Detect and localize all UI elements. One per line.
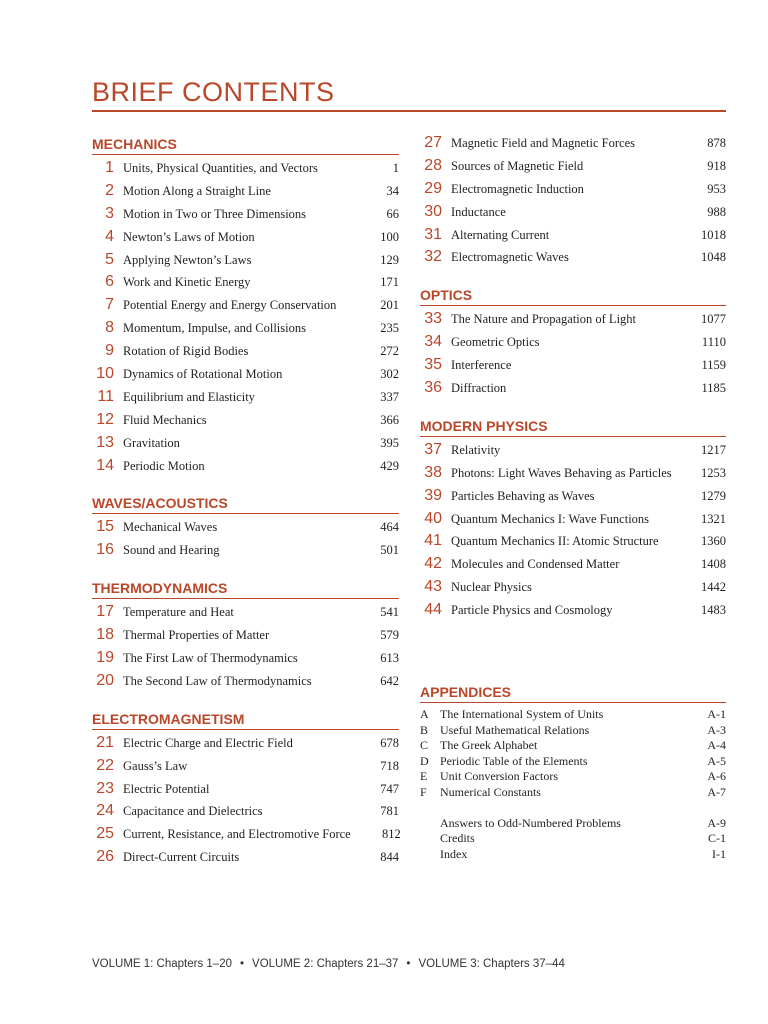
chapter-row (420, 180, 726, 203)
chapter-title: Magnetic Field and Magnetic Forces (451, 136, 635, 150)
appendix-page: A-3 (707, 722, 726, 737)
chapter-page: 100 (380, 229, 399, 244)
volume-1-label: VOLUME 1: Chapters 1–20 (92, 958, 232, 970)
chapter-number: 26 (96, 848, 114, 866)
chapter-row (92, 802, 399, 825)
chapter-page: 337 (380, 389, 399, 404)
chapter-page: 812 (381, 827, 401, 842)
chapter-page: 988 (707, 204, 726, 219)
appendix-title: Useful Mathematical Relations (440, 722, 590, 737)
chapter-number: 37 (424, 440, 442, 458)
chapter-number: 32 (424, 248, 442, 266)
chapter-page: 844 (380, 850, 399, 865)
chapter-title: Nuclear Physics (451, 580, 532, 595)
chapter-page: 302 (380, 367, 399, 382)
chapter-number: 10 (96, 365, 114, 383)
appendix-row (420, 738, 726, 754)
chapter-row (420, 333, 726, 356)
chapter-row (420, 510, 726, 533)
chapter-page: 129 (380, 252, 399, 267)
appendix-letter: B (420, 722, 429, 737)
chapter-title: Motion in Two or Three Dimensions (123, 206, 307, 221)
chapter-number: 15 (96, 518, 114, 536)
right-column (420, 134, 726, 862)
section-heading: OPTICS (420, 285, 726, 306)
chapter-page: 918 (707, 158, 726, 173)
chapter-page: 541 (380, 605, 399, 620)
chapter-row (92, 159, 399, 182)
chapter-page: 1077 (701, 312, 726, 327)
chapter-number: 38 (424, 463, 442, 481)
chapter-number: 40 (424, 509, 442, 527)
chapter-title: The Nature and Propagation of Light (451, 312, 637, 327)
back-matter-page: I-1 (712, 846, 726, 861)
chapter-title: Units, Physical Quantities, and Vectors (123, 161, 318, 175)
chapter-row (92, 296, 399, 319)
chapter-page: 1442 (701, 580, 726, 595)
chapter-title: Diffraction (451, 381, 507, 396)
chapter-title: Fluid Mechanics (123, 412, 207, 427)
appendix-page: A-6 (707, 769, 726, 784)
chapter-page: 1408 (701, 557, 726, 572)
chapter-title: The Second Law of Thermodynamics (123, 673, 312, 688)
chapter-title: Direct-Current Circuits (123, 850, 240, 865)
chapter-number: 25 (96, 825, 114, 843)
chapter-number: 34 (424, 333, 442, 351)
chapter-row (92, 518, 399, 541)
chapter-row (420, 555, 726, 578)
footer-separator: • (240, 958, 245, 970)
chapter-page: 395 (380, 435, 399, 450)
appendix-title: Unit Conversion Factors (440, 769, 558, 784)
section-heading: ELECTROMAGNETISM (92, 709, 399, 730)
chapter-row (420, 441, 726, 464)
volume-footer (92, 958, 565, 970)
appendix-letter: A (420, 707, 429, 722)
appendix-row (420, 707, 726, 723)
chapter-title: Relativity (451, 442, 501, 457)
chapter-row (420, 532, 726, 555)
chapter-page: 429 (380, 458, 399, 473)
chapter-page: 66 (386, 206, 399, 221)
appendix-letter: F (420, 785, 427, 799)
chapter-title: Temperature and Heat (123, 605, 234, 620)
chapter-title: Electric Charge and Electric Field (123, 735, 293, 750)
chapter-number: 24 (96, 802, 114, 820)
chapter-row (92, 734, 399, 757)
chapter-page: 678 (380, 735, 399, 750)
section-optics (420, 285, 726, 402)
section-appendices (420, 682, 726, 862)
chapter-number: 17 (96, 603, 114, 621)
chapter-number: 18 (96, 626, 114, 644)
appendix-title: Periodic Table of the Elements (440, 753, 588, 768)
left-column (92, 134, 399, 871)
chapter-title: Periodic Motion (123, 458, 205, 473)
chapter-row (420, 157, 726, 180)
chapter-number: 31 (424, 225, 442, 243)
appendix-row (420, 785, 726, 801)
chapter-title: Particles Behaving as Waves (451, 488, 595, 503)
chapter-row (420, 487, 726, 510)
chapter-number: 30 (424, 202, 442, 220)
chapter-page: 1110 (701, 335, 726, 350)
chapter-page: 1253 (701, 465, 726, 480)
chapter-title: Electromagnetic Induction (451, 181, 584, 196)
chapter-number: 3 (105, 204, 114, 222)
chapter-number: 4 (105, 227, 114, 245)
back-matter-row (420, 831, 726, 847)
volume-2-label: VOLUME 2: Chapters 21–37 (252, 958, 399, 970)
section-thermodynamics (92, 578, 399, 695)
chapter-title: Quantum Mechanics I: Wave Functions (451, 511, 650, 526)
chapter-number: 23 (96, 779, 114, 797)
chapter-number: 19 (96, 649, 114, 667)
chapter-page: 1048 (701, 250, 726, 265)
chapter-title: Work and Kinetic Energy (123, 275, 251, 290)
chapter-row (92, 649, 399, 672)
chapter-title: Thermal Properties of Matter (123, 628, 270, 643)
chapter-row (420, 203, 726, 226)
chapter-page: 878 (707, 136, 726, 150)
chapter-row (420, 601, 726, 624)
chapter-row (420, 379, 726, 402)
appendix-title: Numerical Constants (440, 785, 541, 799)
chapter-title: Particle Physics and Cosmology (451, 603, 613, 618)
appendix-title: The Greek Alphabet (440, 738, 538, 753)
chapter-title: Gauss’s Law (123, 758, 188, 773)
section-heading: MECHANICS (92, 134, 399, 155)
section-heading: WAVES/ACOUSTICS (92, 493, 399, 514)
chapter-number: 1 (105, 159, 114, 176)
chapter-row (92, 342, 399, 365)
back-matter-title: Index (440, 846, 468, 861)
chapter-row (92, 365, 399, 388)
back-matter-title: Credits (440, 831, 475, 846)
chapter-row (92, 273, 399, 296)
chapter-title: Geometric Optics (451, 335, 540, 350)
chapter-page: 171 (380, 275, 399, 290)
chapter-row (92, 434, 399, 457)
chapter-row (92, 319, 399, 342)
volume-3-label: VOLUME 3: Chapters 37–44 (418, 958, 565, 970)
chapter-number: 28 (424, 156, 442, 174)
chapter-page: 1321 (701, 511, 726, 526)
chapter-row (92, 541, 399, 564)
chapter-title: Momentum, Impulse, and Collisions (123, 321, 306, 336)
chapter-page: 747 (380, 781, 399, 796)
back-matter-row (420, 847, 726, 863)
chapter-number: 27 (424, 134, 442, 151)
chapter-title: Molecules and Condensed Matter (451, 557, 620, 572)
chapter-number: 7 (105, 296, 114, 314)
appendix-letter: C (420, 738, 429, 753)
chapter-page: 1185 (701, 381, 726, 396)
chapter-page: 1159 (701, 358, 726, 373)
chapter-row (92, 411, 399, 434)
chapter-page: 953 (707, 181, 726, 196)
chapter-title: Rotation of Rigid Bodies (123, 344, 249, 359)
chapter-number: 2 (105, 181, 114, 199)
chapter-row (92, 603, 399, 626)
chapter-page: 501 (380, 543, 399, 558)
footer-separator: • (406, 958, 411, 970)
chapter-title: The First Law of Thermodynamics (123, 651, 298, 666)
chapter-number: 42 (424, 555, 442, 573)
chapter-number: 8 (105, 319, 114, 337)
chapter-row (420, 356, 726, 379)
chapter-title: Gravitation (123, 435, 180, 450)
chapter-title: Quantum Mechanics II: Atomic Structure (451, 534, 659, 549)
chapter-number: 22 (96, 756, 114, 774)
section-electromagnetism-continued (420, 134, 726, 271)
chapter-row (420, 578, 726, 601)
chapter-row (92, 672, 399, 695)
section-electromagnetism (92, 709, 399, 871)
chapter-number: 39 (424, 486, 442, 504)
chapter-number: 36 (424, 379, 442, 397)
back-matter-page: C-1 (708, 831, 726, 846)
appendix-row (420, 723, 726, 739)
chapter-page: 1 (392, 161, 399, 175)
chapter-number: 35 (424, 356, 442, 374)
chapter-title: Alternating Current (451, 227, 550, 242)
chapter-title: Dynamics of Rotational Motion (123, 367, 283, 382)
appendix-letter: E (420, 769, 428, 784)
section-modern-physics (420, 416, 726, 624)
chapter-page: 366 (380, 412, 399, 427)
back-matter-page: A-9 (707, 815, 726, 830)
chapter-number: 5 (105, 250, 114, 268)
section-waves-acoustics (92, 493, 399, 564)
chapter-title: Mechanical Waves (123, 520, 218, 535)
section-heading: APPENDICES (420, 682, 726, 703)
appendix-page: A-5 (707, 753, 726, 768)
chapter-row (92, 757, 399, 780)
chapter-number: 41 (424, 532, 442, 550)
back-matter-row (420, 816, 726, 832)
appendix-row (420, 769, 726, 785)
chapter-row (420, 226, 726, 249)
chapter-page: 781 (380, 804, 399, 819)
chapter-page: 613 (380, 651, 399, 666)
chapter-page: 34 (386, 183, 399, 198)
chapter-page: 1483 (701, 603, 726, 618)
chapter-page: 718 (380, 758, 399, 773)
chapter-page: 1217 (701, 442, 726, 457)
chapter-page: 272 (380, 344, 399, 359)
chapter-number: 6 (105, 273, 114, 291)
appendix-page: A-7 (707, 785, 726, 799)
chapter-row (92, 182, 399, 205)
chapter-page: 1360 (701, 534, 726, 549)
appendix-spacer (420, 801, 726, 816)
chapter-row (420, 134, 726, 157)
chapter-number: 44 (424, 601, 442, 619)
page-title: BRIEF CONTENTS (92, 76, 726, 112)
section-heading: MODERN PHYSICS (420, 416, 726, 437)
chapter-title: Motion Along a Straight Line (123, 183, 271, 198)
chapter-title: Potential Energy and Energy Conservation (123, 298, 337, 313)
chapter-row (92, 388, 399, 411)
chapter-row (92, 848, 399, 871)
chapter-title: Photons: Light Waves Behaving as Particles (451, 465, 672, 480)
chapter-row (92, 780, 399, 803)
chapter-page: 1279 (701, 488, 726, 503)
chapter-row (92, 205, 399, 228)
appendix-title: The International System of Units (440, 707, 604, 722)
chapter-page: 464 (380, 520, 399, 535)
chapter-row (420, 464, 726, 487)
chapter-row (92, 626, 399, 649)
chapter-row (92, 457, 399, 480)
chapter-number: 13 (96, 433, 114, 451)
chapter-number: 29 (424, 179, 442, 197)
chapter-title: Sources of Magnetic Field (451, 158, 584, 173)
chapter-title: Equilibrium and Elasticity (123, 389, 255, 404)
chapter-title: Interference (451, 358, 512, 373)
chapter-title: Inductance (451, 204, 506, 219)
chapter-number: 33 (424, 310, 442, 328)
chapter-number: 43 (424, 578, 442, 596)
chapter-number: 9 (105, 342, 114, 360)
chapter-number: 21 (96, 733, 114, 751)
chapter-number: 11 (97, 387, 114, 405)
chapter-row (92, 825, 399, 848)
chapter-page: 1018 (701, 227, 726, 242)
chapter-row (92, 251, 399, 274)
chapter-number: 16 (96, 541, 114, 559)
chapter-number: 14 (96, 456, 114, 474)
chapter-row (420, 248, 726, 271)
chapter-page: 235 (380, 321, 399, 336)
chapter-number: 20 (96, 671, 114, 689)
appendix-page: A-1 (707, 707, 726, 722)
section-mechanics (92, 134, 399, 479)
appendix-letter: D (420, 753, 429, 768)
chapter-title: Applying Newton’s Laws (123, 252, 252, 267)
appendix-row (420, 754, 726, 770)
chapter-row (92, 228, 399, 251)
chapter-row (420, 310, 726, 333)
chapter-title: Sound and Hearing (123, 543, 220, 558)
chapter-title: Newton’s Laws of Motion (123, 229, 255, 244)
chapter-title: Current, Resistance, and Electromotive Force (123, 827, 351, 842)
appendix-page: A-4 (707, 738, 726, 753)
chapter-title: Electric Potential (123, 781, 210, 796)
chapter-title: Capacitance and Dielectrics (123, 804, 263, 819)
chapter-page: 201 (380, 298, 399, 313)
chapter-page: 642 (380, 673, 399, 688)
section-heading: THERMODYNAMICS (92, 578, 399, 599)
chapter-title: Electromagnetic Waves (451, 250, 569, 265)
chapter-number: 12 (96, 410, 114, 428)
back-matter-title: Answers to Odd-Numbered Problems (440, 815, 621, 830)
chapter-page: 579 (380, 628, 399, 643)
